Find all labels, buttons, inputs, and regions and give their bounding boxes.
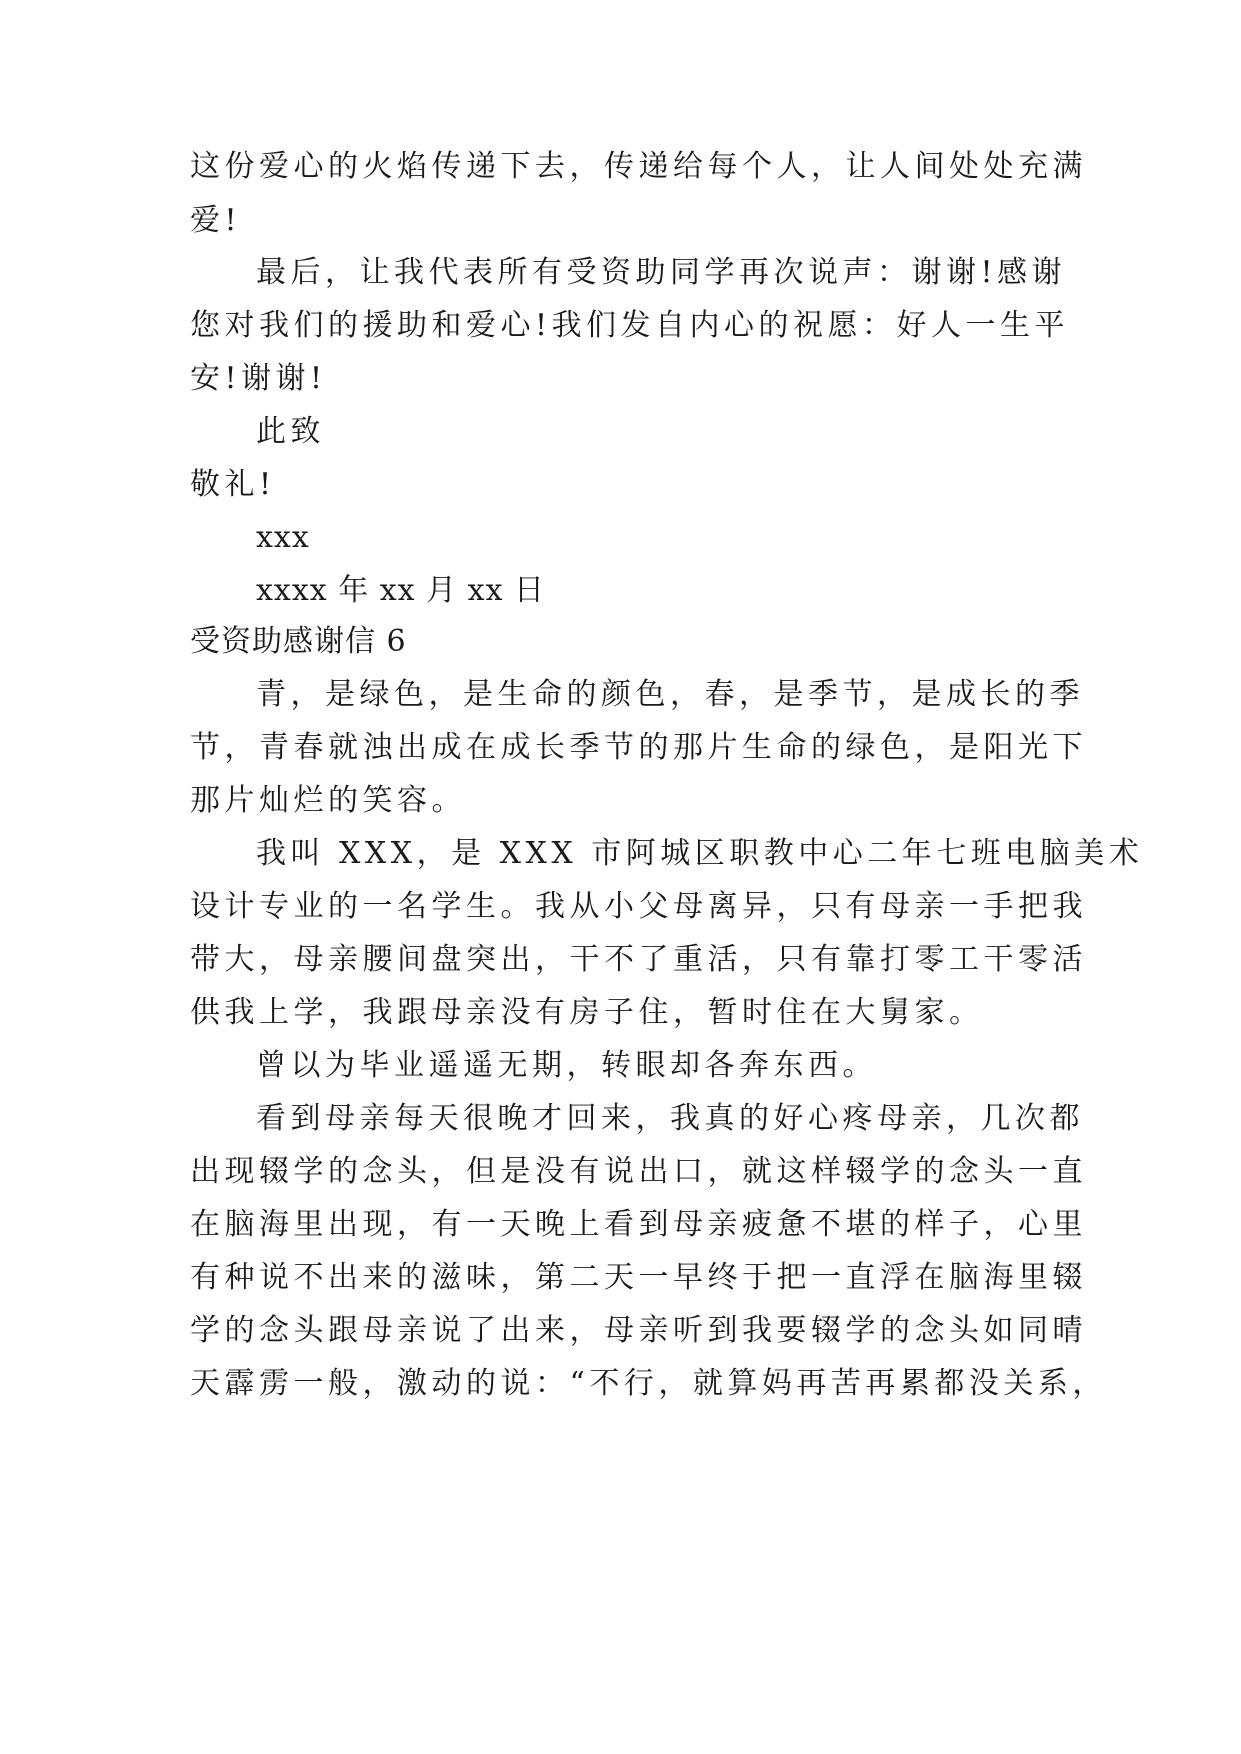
signature-date: xxxx 年 xx 月 xx 日 bbox=[256, 573, 546, 608]
body-line: 出现辍学的念头，但是没有说出口，就这样辍学的念头一直 bbox=[190, 1154, 1087, 1189]
body-line: 爱! bbox=[190, 203, 242, 238]
body-line: 学的念头跟母亲说了出来，母亲听到我要辍学的念头如同晴 bbox=[190, 1313, 1087, 1348]
body-line: 供我上学，我跟母亲没有房子住，暂时住在大舅家。 bbox=[190, 995, 984, 1030]
signature-name: xxx bbox=[256, 520, 310, 555]
body-line: 设计专业的一名学生。我从小父母离异，只有母亲一手把我 bbox=[190, 889, 1087, 924]
body-line: 带大，母亲腰间盘突出，干不了重活，只有靠打零工干零活 bbox=[190, 942, 1087, 977]
body-line: 在脑海里出现，有一天晚上看到母亲疲惫不堪的样子，心里 bbox=[190, 1207, 1087, 1242]
body-line: 我叫 XXX，是 XXX 市阿城区职教中心二年七班电脑美术 bbox=[256, 836, 1144, 871]
body-line: 曾以为毕业遥遥无期，转眼却各奔东西。 bbox=[256, 1048, 877, 1083]
body-line: 那片灿烂的笑容。 bbox=[190, 783, 466, 818]
body-line: 天霹雳一般，激动的说：“不行，就算妈再苦再累都没关系， bbox=[190, 1366, 1107, 1401]
body-line: 这份爱心的火焰传递下去，传递给每个人，让人间处处充满 bbox=[190, 149, 1087, 184]
section-title: 受资助感谢信 6 bbox=[190, 624, 407, 659]
body-line: 青，是绿色，是生命的颜色，春，是季节，是成长的季 bbox=[256, 677, 1084, 712]
body-line: 最后，让我代表所有受资助同学再次说声：谢谢!感谢 bbox=[256, 255, 1067, 290]
closing-salutation: 此致 bbox=[256, 414, 325, 449]
closing-regards: 敬礼! bbox=[190, 467, 276, 502]
body-line: 有种说不出来的滋味，第二天一早终于把一直浮在脑海里辍 bbox=[190, 1260, 1087, 1295]
body-line: 安!谢谢! bbox=[190, 361, 327, 396]
body-line: 您对我们的援助和爱心!我们发自内心的祝愿：好人一生平 bbox=[190, 308, 1070, 343]
body-line: 节，青春就浊出成在成长季节的那片生命的绿色，是阳光下 bbox=[190, 730, 1087, 765]
body-line: 看到母亲每天很晚才回来，我真的好心疼母亲，几次都 bbox=[256, 1101, 1084, 1136]
